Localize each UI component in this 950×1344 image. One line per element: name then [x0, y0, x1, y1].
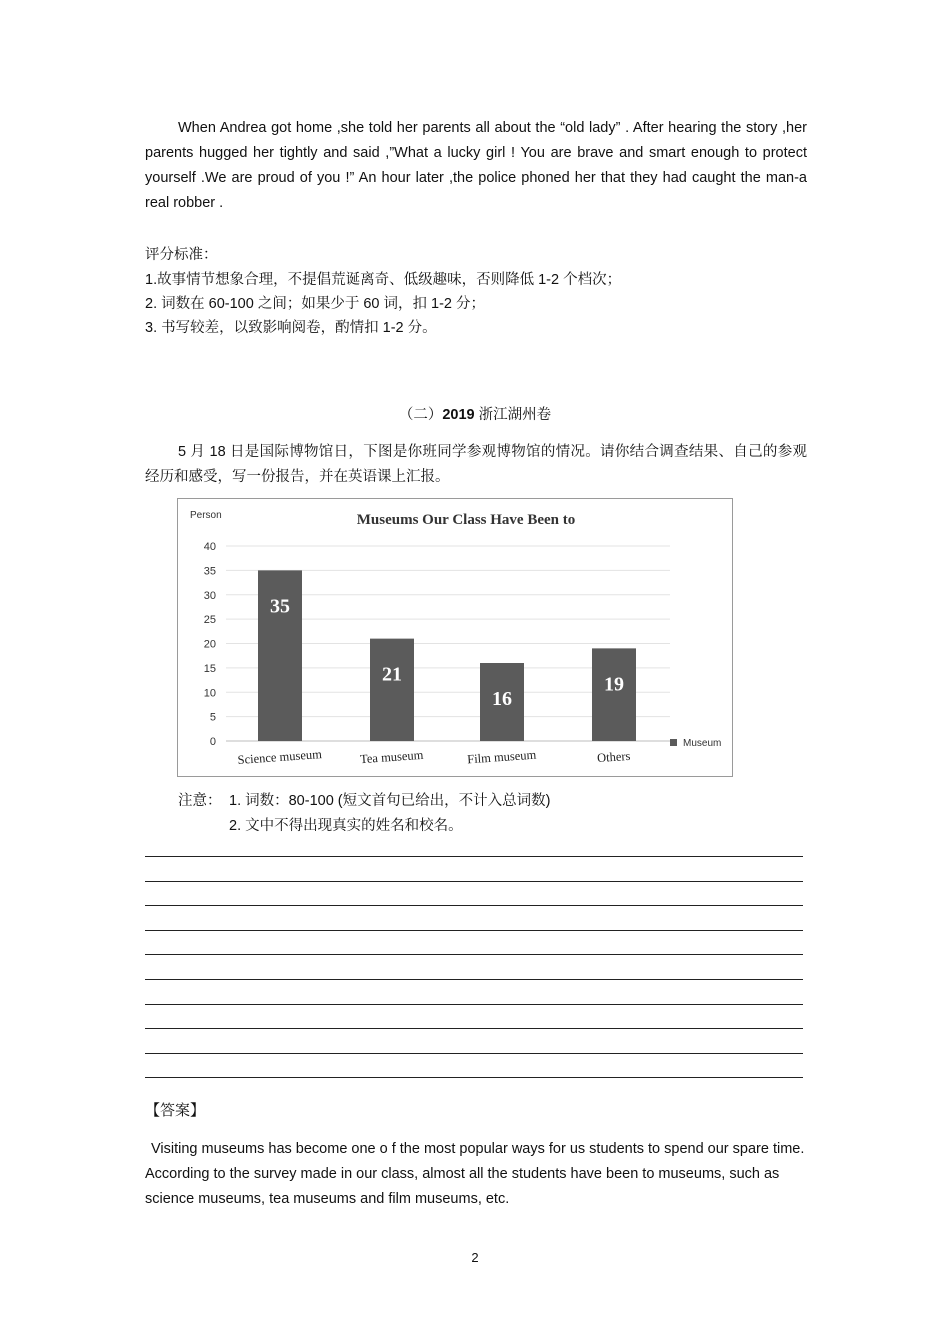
answer-line	[145, 954, 803, 955]
y-tick-label: 10	[203, 687, 216, 700]
notes-label: 注意：	[178, 793, 222, 809]
chart-title: Museums Our Class Have Been to	[356, 512, 576, 528]
criteria-heading: 评分标准：	[145, 247, 218, 263]
chart-canvas	[178, 499, 732, 776]
notes-item: 2. 文中不得出现真实的姓名和校名。	[229, 818, 463, 834]
answer-line	[145, 979, 803, 980]
y-tick-label: 25	[203, 614, 216, 627]
y-axis-label: Person	[190, 510, 222, 521]
y-tick-label: 30	[203, 589, 216, 602]
x-tick-label: Tea museum	[359, 747, 424, 767]
story-paragraph: When Andrea got home ,she told her parents all about the “old lady” . After hearing the story ,her parents hugged her tightly and said ,”What a lucky girl ! You are brave and smart enough to protect yourself .We are proud of you !” An hour later ,the police phoned her that they had caught the man-a real robber .	[145, 120, 807, 211]
y-tick-label: 40	[203, 541, 216, 553]
y-tick-label: 5	[209, 711, 216, 724]
x-tick-label: Science museum	[237, 747, 323, 767]
answer-line	[145, 1028, 803, 1029]
x-tick-label: Film museum	[466, 747, 537, 767]
answer-line	[145, 881, 803, 882]
writing-prompt: 5 月 18 日是国际博物馆日，下图是你班同学参观博物馆的情况。请你结合调查结果、自己的参观经历和感受，写一份报告，并在英语课上汇报。	[145, 444, 807, 485]
answer-line	[145, 1004, 803, 1005]
y-tick-label: 20	[203, 638, 216, 651]
museum-bar-chart	[177, 498, 733, 777]
notes-item: 1. 词数：80-100 (短文首句已给出，不计入总词数)	[229, 793, 551, 809]
criteria-item: 3. 书写较差，以致影响阅卷，酌情扣 1-2 分。	[145, 320, 437, 336]
x-tick-label: Others	[596, 748, 631, 766]
answer-line	[145, 1053, 803, 1054]
criteria-item: 1.故事情节想象合理，不提倡荒诞离奇、低级趣味，否则降低 1-2 个档次；	[145, 272, 622, 288]
answer-heading: 【答案】	[145, 1102, 206, 1119]
bar-value-label: 35	[270, 595, 290, 618]
y-tick-label: 35	[203, 565, 216, 578]
legend-swatch	[670, 739, 677, 746]
legend-label: Museum	[683, 738, 722, 749]
bar-value-label: 16	[492, 688, 512, 710]
answer-line	[145, 905, 803, 906]
y-tick-label: 0	[209, 736, 216, 748]
page-number: 2	[471, 1250, 479, 1265]
section-year: 2019	[442, 407, 475, 423]
bar-value-label: 19	[604, 673, 624, 696]
answer-line	[145, 856, 803, 857]
y-tick-label: 15	[203, 662, 216, 675]
answer-text: Visiting museums has become one o f the most popular ways for us students to spend our spare time. According to the survey made in our class, almost all the students have been to museums, such as science museums, tea museums and film museums, etc.	[145, 1141, 805, 1207]
section-suffix: 浙江湖州卷	[474, 407, 552, 423]
section-prefix: （二）	[398, 407, 443, 423]
criteria-item: 2. 词数在 60-100 之间；如果少于 60 词，扣 1-2 分；	[145, 296, 486, 312]
section-title	[0, 404, 950, 426]
bar	[370, 639, 414, 741]
answer-line	[145, 930, 803, 931]
bar-value-label: 21	[382, 663, 402, 686]
answer-line	[145, 1077, 803, 1078]
